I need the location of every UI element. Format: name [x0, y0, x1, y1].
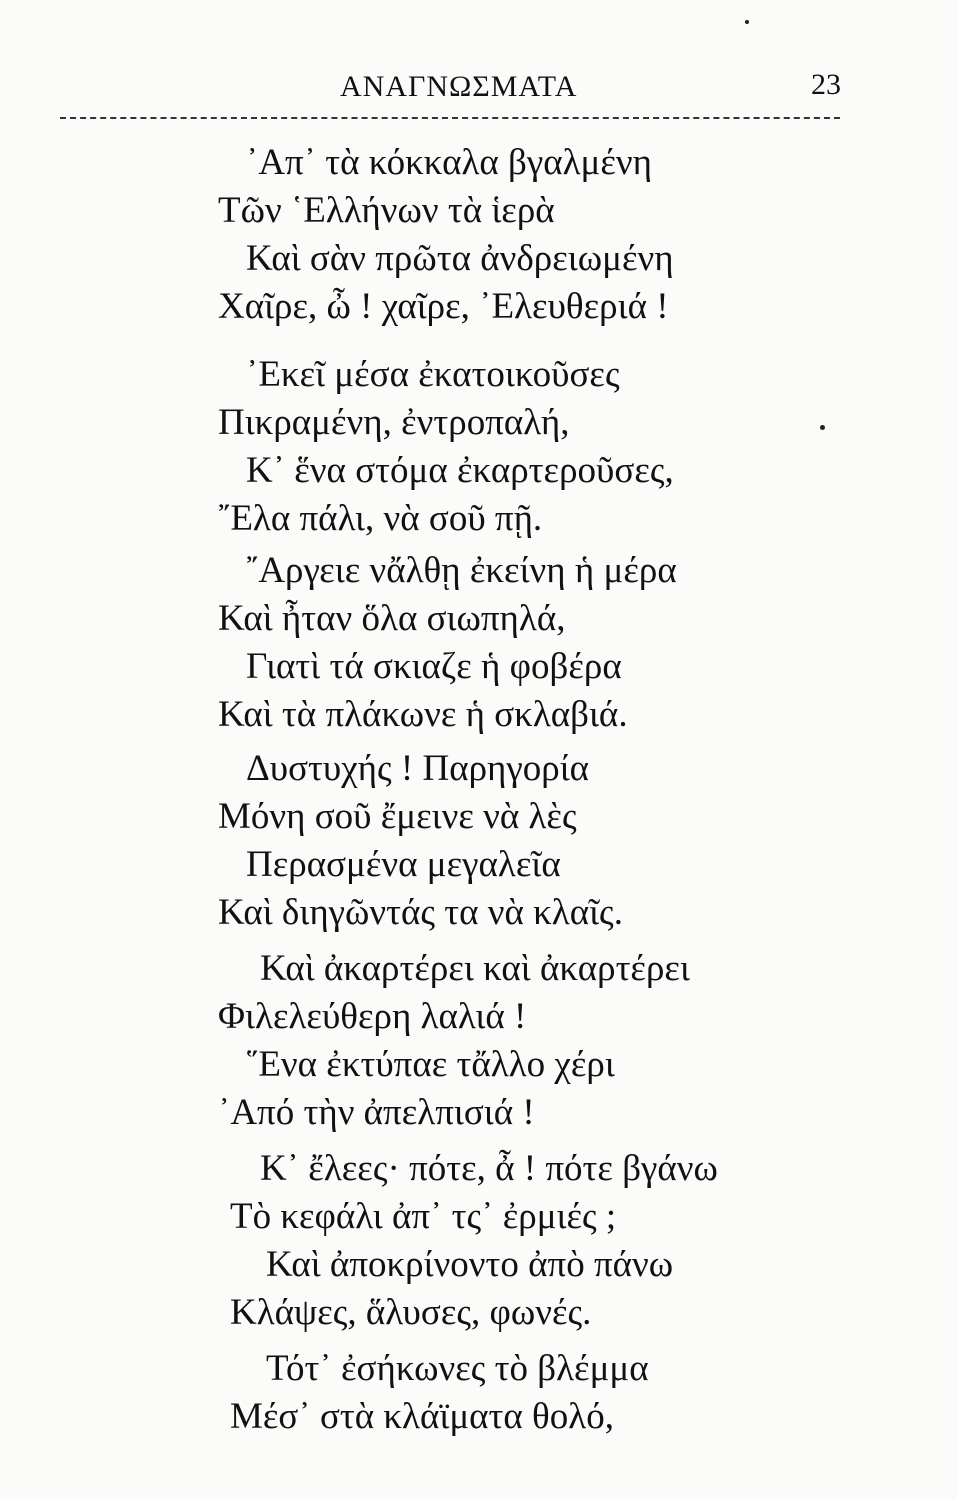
poem-line: Καὶ ἀποκρίνοντο ἀπὸ πάνω	[266, 1244, 674, 1285]
poem-line: Καὶ ἀκαρτέρει καὶ ἀκαρτέρει	[260, 948, 690, 989]
poem-line: Τὸ κεφάλι ἀπ᾿ τς᾿ ἐρμιές ;	[230, 1196, 617, 1237]
poem-line: Δυστυχής ! Παρηγορία	[246, 748, 590, 789]
poem-line: Πικραμένη, ἐντροπαλή,	[218, 402, 570, 443]
poem-line: ᾿Από τὴν ἀπελπισιά !	[218, 1092, 535, 1133]
poem-line: ῎Αργειε νἄλθῃ ἐκείνη ἡ μέρα	[246, 550, 677, 591]
scan-speck	[820, 425, 825, 430]
poem-line: ῞Ενα ἐκτύπαε τἄλλο χέρι	[246, 1044, 615, 1085]
poem-line: ᾿Εκεῖ μέσα ἐκατοικοῦσες	[246, 354, 620, 395]
page-header	[60, 64, 841, 104]
poem-line: Τότ᾿ ἐσήκωνες τὸ βλέμμα	[266, 1348, 649, 1389]
running-title: ΑΝΑΓΝΩΣΜΑΤΑ	[340, 70, 578, 103]
poem-line: Καὶ ἦταν ὅλα σιωπηλά,	[218, 598, 566, 639]
poem-line: Καὶ διηγῶντάς τα νὰ κλαῖς.	[218, 892, 623, 933]
poem-line: Κλάψες, ἅλυσες, φωνές.	[230, 1292, 592, 1333]
poem-line: Καὶ τὰ πλάκωνε ἡ σκλαβιά.	[218, 694, 628, 735]
poem-line: ῎Ελα πάλι, νὰ σοῦ πῇ.	[218, 498, 543, 539]
poem-line: Μόνη σοῦ ἔμεινε νὰ λὲς	[218, 796, 577, 837]
header-rule	[60, 117, 840, 119]
poem-line: Χαῖρε, ὦ ! χαῖρε, ᾿Ελευθεριά !	[218, 286, 669, 327]
scan-speck	[745, 20, 749, 24]
poem-line: Φιλελεύθερη λαλιά !	[218, 996, 527, 1037]
poem-line: Κ᾿ ἕνα στόμα ἐκαρτεροῦσες,	[246, 450, 674, 491]
poem-line: Τῶν ῾Ελλήνων τὰ ἱερὰ	[218, 190, 555, 231]
poem-line: Περασμένα μεγαλεῖα	[246, 844, 561, 885]
poem-line: Μέσ᾿ στὰ κλάϊματα θολό,	[230, 1396, 614, 1437]
poem-line: Κ᾿ ἔλεες· πότε, ἆ ! πότε βγάνω	[260, 1148, 718, 1189]
poem-line: Καὶ σὰν πρῶτα ἀνδρειωμένη	[246, 238, 674, 279]
poem-line: Γιατὶ τά σκιαζε ἡ φοβέρα	[246, 646, 622, 687]
page-number: 23	[811, 68, 841, 101]
poem-line: ᾿Απ᾿ τὰ κόκκαλα βγαλμένη	[246, 142, 653, 183]
